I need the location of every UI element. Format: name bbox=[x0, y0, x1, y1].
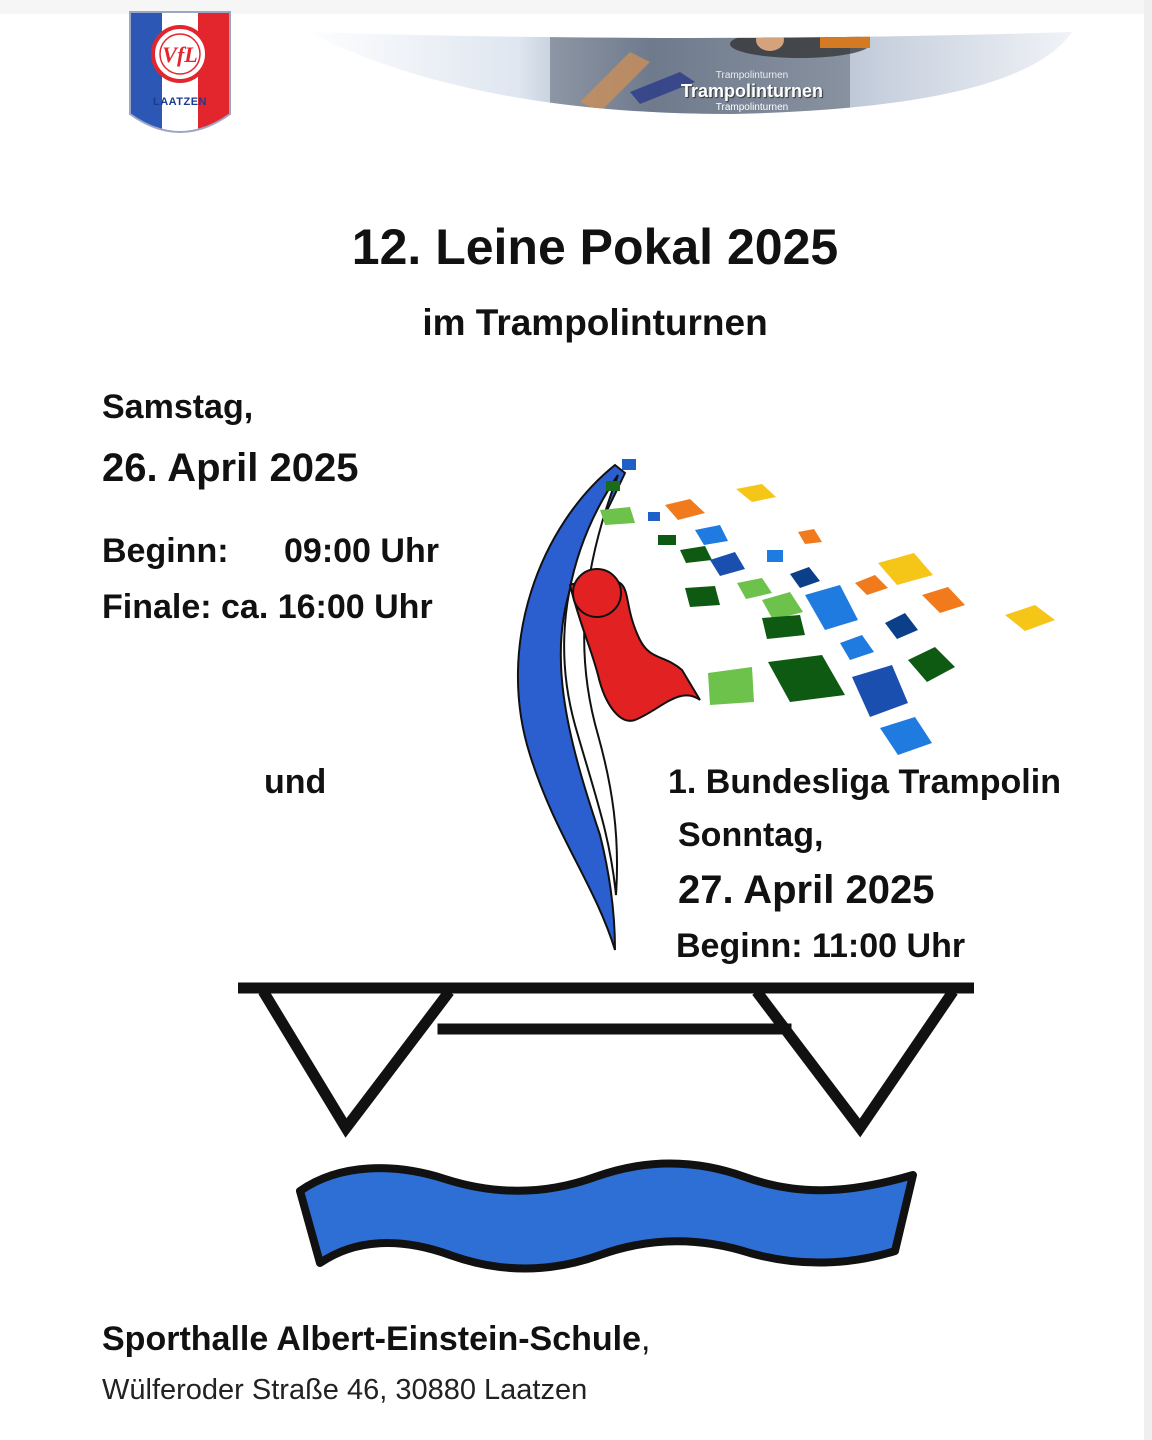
connector-und: und bbox=[264, 763, 327, 801]
event-subtitle: im Trampolinturnen bbox=[422, 302, 768, 343]
sunday-date: 27. April 2025 bbox=[678, 868, 935, 912]
banner-line-1: Trampolinturnen bbox=[715, 70, 789, 81]
saturday-date: 26. April 2025 bbox=[102, 446, 359, 490]
sunday-beginn: Beginn: 11:00 Uhr bbox=[676, 927, 966, 965]
venue-comma: , bbox=[641, 1320, 651, 1358]
venue-name-text: Sporthalle Albert-Einstein-Schule bbox=[102, 1320, 642, 1358]
banner-text bbox=[652, 70, 852, 113]
saturday-day: Samstag, bbox=[102, 388, 254, 426]
logo-club-name: LAATZEN bbox=[152, 96, 207, 108]
banner-line-3: Trampolinturnen bbox=[715, 102, 789, 113]
page-right-edge bbox=[1144, 0, 1152, 1440]
saturday-beginn-label: Beginn: bbox=[102, 532, 229, 570]
sunday-league: 1. Bundesliga Trampolin bbox=[668, 763, 1061, 801]
venue-address: Wülferoder Straße 46, 30880 Laatzen bbox=[102, 1374, 588, 1406]
river-wave-icon bbox=[295, 1155, 920, 1295]
venue-name bbox=[102, 1322, 651, 1356]
vfl-monogram: VfL bbox=[162, 42, 198, 67]
vfl-laatzen-logo bbox=[128, 10, 232, 142]
trampoline-icon bbox=[238, 980, 974, 1140]
saturday-finale: Finale: ca. 16:00 Uhr bbox=[102, 588, 433, 626]
vfl-shield-icon bbox=[128, 10, 232, 142]
saturday-beginn-time: 09:00 Uhr bbox=[284, 532, 439, 570]
sunday-day: Sonntag, bbox=[678, 816, 824, 854]
event-title: 12. Leine Pokal 2025 bbox=[351, 219, 839, 275]
banner-main-label: Trampolinturnen bbox=[680, 81, 823, 101]
